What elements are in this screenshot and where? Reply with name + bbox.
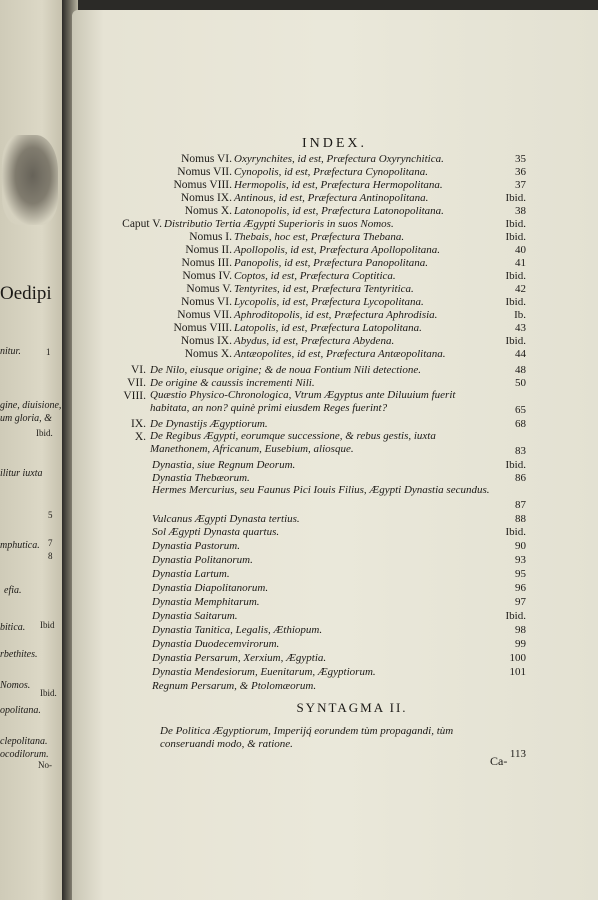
- page-number: 35: [515, 153, 526, 165]
- page-number: 41: [515, 257, 526, 269]
- index-entry: [72, 376, 598, 390]
- index-entry: [72, 665, 598, 679]
- page-number: Ibid.: [505, 296, 526, 308]
- woodcut-ornament: [2, 135, 58, 225]
- page-number: Ib.: [514, 309, 526, 321]
- index-entry: [72, 243, 598, 257]
- facing-page-number: 5: [48, 510, 53, 520]
- entry-text: Thebais, hoc est, Præfectura Thebana.: [234, 231, 405, 243]
- index-entry: [72, 430, 598, 457]
- page-number: 68: [515, 418, 526, 430]
- facing-page: [0, 0, 70, 900]
- index-entry: [72, 295, 598, 309]
- page-number: 96: [515, 582, 526, 594]
- facing-page-text: mphutica.: [0, 540, 40, 551]
- facing-page-text: opolitana.: [0, 705, 41, 716]
- entry-text: Quæstio Physico-Chronologica, Vtrum Ægyptus ante Diluuium fuerit habitata, an non? quinè primi eiusdem Reges fuerint?: [150, 389, 456, 414]
- entry-label: Nomus VII.: [177, 166, 232, 178]
- entry-text: Dynastia, siue Regnum Deorum.: [152, 459, 296, 471]
- index-entry: [72, 609, 598, 623]
- facing-page-text: nitur.: [0, 346, 21, 357]
- page-number: 43: [515, 322, 526, 334]
- facing-page-heading: Oedipi: [0, 283, 52, 304]
- entry-label: IX.: [130, 418, 146, 430]
- index-entry: [72, 484, 598, 511]
- page-number: 93: [515, 554, 526, 566]
- catchword: Ca-: [490, 754, 508, 768]
- entry-text: Cynopolis, id est, Præfectura Cynopolitana.: [234, 166, 429, 178]
- page-number: Ibid.: [505, 192, 526, 204]
- entry-text: Dynastia Thebæorum.: [152, 472, 250, 484]
- entry-text: Latonopolis, id est, Præfectura Latonopolitana.: [234, 205, 444, 217]
- facing-page-number: No-: [38, 760, 52, 770]
- entry-label: Nomus IX.: [180, 192, 232, 204]
- entry-text: Dynastia Mendesiorum, Euenitarum, Ægyptiorum.: [152, 666, 376, 678]
- index-entry: [72, 525, 598, 539]
- entry-label: Nomus VII.: [177, 309, 232, 321]
- entry-label: Nomus VI.: [181, 153, 232, 165]
- index-entry: [72, 204, 598, 218]
- entry-text: Vulcanus Ægypti Dynasta tertius.: [152, 513, 300, 525]
- page-number: 100: [509, 652, 526, 664]
- index-entry: [72, 363, 598, 377]
- section-heading: SYNTAGMA II.: [296, 700, 408, 715]
- entry-text: Coptos, id est, Præfectura Coptitica.: [234, 270, 396, 282]
- facing-page-number: 8: [48, 551, 53, 561]
- index-entry: [72, 256, 598, 270]
- index-entry: [72, 581, 598, 595]
- index-entry: [72, 389, 598, 416]
- index-entry: [72, 334, 598, 348]
- entry-text: Latopolis, id est, Præfectura Latopolitana.: [234, 322, 422, 334]
- index-entry: [72, 567, 598, 581]
- page-number: 38: [515, 205, 526, 217]
- page-number: Ibid.: [505, 610, 526, 622]
- index-page: [72, 10, 598, 900]
- entry-text: Dynastia Diapolitanorum.: [152, 582, 269, 594]
- index-entry: [72, 282, 598, 296]
- index-entry: [72, 471, 598, 485]
- entry-text: Dynastia Saitarum.: [152, 610, 238, 622]
- entry-text: Antæopolites, id est, Præfectura Antæopolitana.: [234, 348, 446, 360]
- index-entry: [72, 269, 598, 283]
- entry-text: Dynastia Persarum, Xerxium, Ægyptia.: [152, 652, 327, 664]
- facing-page-text: bitica.: [0, 622, 26, 633]
- entry-text: Distributio Tertia Ægypti Superioris in suos Nomos.: [164, 218, 394, 230]
- page-number: 83: [515, 445, 526, 457]
- facing-page-text: um gloria, &: [0, 413, 52, 424]
- entry-text: Hermopolis, id est, Præfectura Hermopolitana.: [234, 179, 443, 191]
- page-number: Ibid.: [505, 459, 526, 471]
- entry-text: Panopolis, id est, Præfectura Panopolitana.: [234, 257, 429, 269]
- page-number: Ibid.: [505, 231, 526, 243]
- entry-text: Aphroditopolis, id est, Præfectura Aphrodisia.: [234, 309, 438, 321]
- entry-text: Tentyrites, id est, Præfectura Tentyritica.: [234, 283, 414, 295]
- entry-label: VIII.: [123, 390, 146, 402]
- entry-text: De Nilo, eiusque origine; & de noua Fontium Nili detectione.: [150, 364, 421, 376]
- facing-page-number: Ibid: [40, 620, 55, 630]
- entry-text: Hermes Mercurius, seu Faunus Pici Iouis Filius, Ægypti Dynastia secundus.: [152, 484, 490, 496]
- facing-page-text: ilitur iuxta: [0, 468, 43, 479]
- index-entry: [72, 347, 598, 361]
- index-entry: [72, 725, 598, 760]
- entry-text: De Dynastijs Ægyptiorum.: [150, 418, 268, 430]
- index-entry: [72, 637, 598, 651]
- facing-page-text: rbethites.: [0, 649, 38, 660]
- entry-text: Antinous, id est, Præfectura Antinopolitana.: [234, 192, 429, 204]
- entry-label: VI.: [130, 364, 146, 376]
- index-entry: [72, 191, 598, 205]
- page-number: 48: [515, 364, 526, 376]
- page-number: 95: [515, 568, 526, 580]
- entry-text: Dynastia Lartum.: [152, 568, 230, 580]
- page-number: Ibid.: [505, 335, 526, 347]
- entry-label: Nomus X.: [184, 348, 232, 360]
- entry-label: Nomus I.: [189, 231, 232, 243]
- page-number: 88: [515, 513, 526, 525]
- entry-label: Nomus III.: [181, 257, 232, 269]
- entry-label: Nomus VI.: [181, 296, 232, 308]
- page-number: Ibid.: [505, 270, 526, 282]
- facing-page-text: gine, diuisione,: [0, 400, 62, 411]
- entry-text: De Politica Ægyptiorum, Imperijq́ eorundem tùm propagandi, tùm conseruandi modo, & ratione.: [160, 725, 454, 750]
- entry-text: Dynastia Tanitica, Legalis, Æthiopum.: [152, 624, 323, 636]
- facing-page-number: 1: [46, 347, 51, 357]
- page-number: 44: [515, 348, 526, 360]
- index-entry: [72, 595, 598, 609]
- entry-text: Regnum Persarum, & Ptolomæorum.: [152, 680, 317, 692]
- index-entry: [72, 417, 598, 431]
- facing-page-number: 7: [48, 538, 53, 548]
- facing-page-number: Ibid.: [40, 688, 57, 698]
- entry-label: Nomus VIII.: [173, 179, 232, 191]
- entry-label: Nomus V.: [186, 283, 232, 295]
- page-number: 99: [515, 638, 526, 650]
- index-entry: [72, 152, 598, 166]
- entry-label: Caput V.: [122, 218, 162, 230]
- page-number: 36: [515, 166, 526, 178]
- index-entry: [72, 321, 598, 335]
- index-entry: [72, 539, 598, 553]
- page-title: INDEX.: [302, 136, 368, 151]
- index-entry: [72, 553, 598, 567]
- page-number: 113: [509, 748, 526, 760]
- entry-label: Nomus IV.: [182, 270, 232, 282]
- entry-text: De origine & caussis incrementi Nili.: [150, 377, 315, 389]
- entry-text: Lycopolis, id est, Præfectura Lycopolitana.: [234, 296, 424, 308]
- index-entry: [72, 165, 598, 179]
- page-number: 37: [515, 179, 526, 191]
- page-number: 50: [515, 377, 526, 389]
- entry-text: Dynastia Pastorum.: [152, 540, 240, 552]
- entry-label: Nomus II.: [185, 244, 232, 256]
- page-number: 65: [515, 404, 526, 416]
- page-number: 86: [515, 472, 526, 484]
- index-entry: [72, 217, 598, 231]
- page-number: 98: [515, 624, 526, 636]
- page-number: Ibid.: [505, 526, 526, 538]
- index-entry: [72, 308, 598, 322]
- facing-page-text: clepolitana.: [0, 736, 48, 747]
- entry-text: Dynastia Memphitarum.: [152, 596, 260, 608]
- entry-text: Abydus, id est, Præfectura Abydena.: [234, 335, 395, 347]
- index-entry: [72, 230, 598, 244]
- facing-page-text: efia.: [4, 585, 22, 596]
- index-entry: [72, 458, 598, 472]
- entry-text: Dynastia Duodecemvirorum.: [152, 638, 280, 650]
- index-entry: [72, 679, 598, 693]
- index-entry: [72, 623, 598, 637]
- facing-page-number: Ibid.: [36, 428, 53, 438]
- entry-text: Oxyrynchites, id est, Præfectura Oxyrynchitica.: [234, 153, 444, 165]
- entry-label: X.: [134, 431, 146, 443]
- entry-label: Nomus X.: [184, 205, 232, 217]
- entry-text: Apollopolis, id est, Præfectura Apollopolitana.: [234, 244, 441, 256]
- index-entry: [72, 651, 598, 665]
- index-entry: [72, 512, 598, 526]
- facing-page-text: ocodilorum.: [0, 749, 49, 760]
- index-entry: [72, 178, 598, 192]
- page-number: 90: [515, 540, 526, 552]
- page-number: 101: [509, 666, 526, 678]
- entry-text: De Regibus Ægypti, eorumque successione, & rebus gestis, iuxta Manethonem, Africanum, Eusebium, aliosque.: [150, 430, 436, 455]
- page-number: 42: [515, 283, 526, 295]
- facing-page-text: Nomos.: [0, 680, 31, 691]
- page-number: Ibid.: [505, 218, 526, 230]
- entry-text: Sol Ægypti Dynasta quartus.: [152, 526, 280, 538]
- page-number: 97: [515, 596, 526, 608]
- entry-label: VII.: [127, 377, 146, 389]
- page-number: 87: [515, 499, 526, 511]
- entry-label: Nomus VIII.: [173, 322, 232, 334]
- page-number: 40: [515, 244, 526, 256]
- entry-label: Nomus IX.: [180, 335, 232, 347]
- entry-text: Dynastia Politanorum.: [152, 554, 253, 566]
